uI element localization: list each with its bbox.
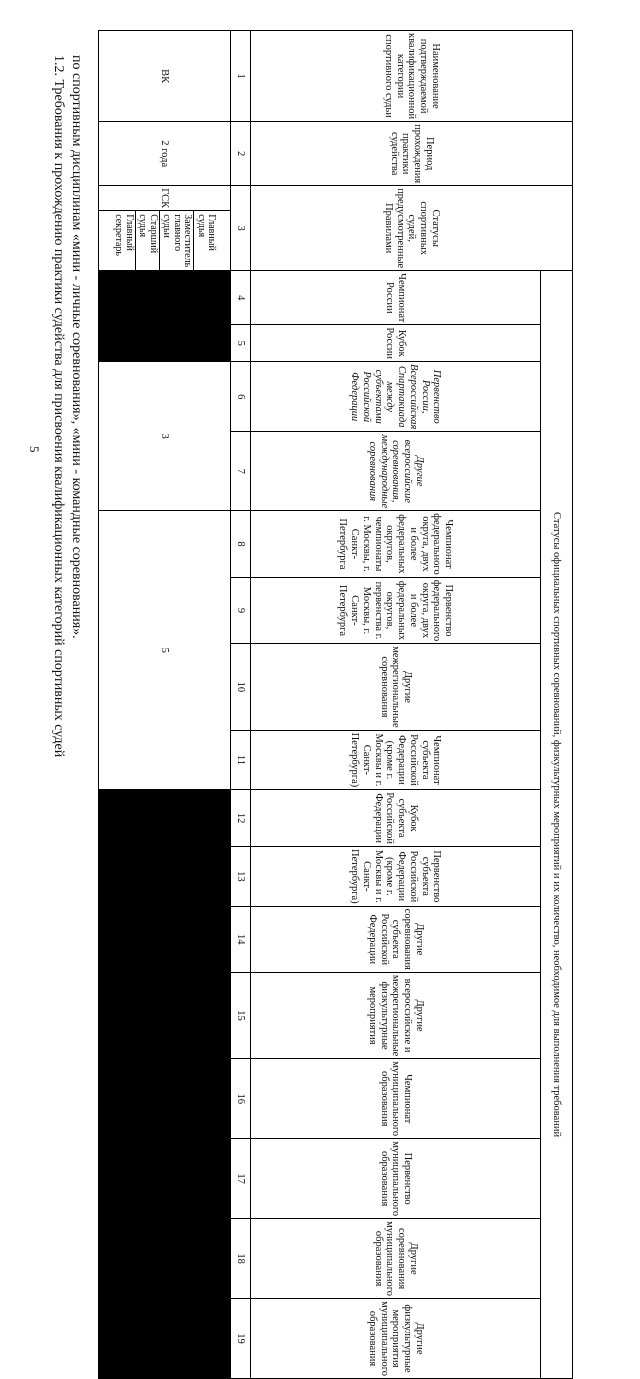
event-col-6: Первенство России, Всероссийская Спартакиада между субъектами Российской Федерации xyxy=(251,362,541,432)
event-col-8: Чемпионат федерального округа, двух и более федеральных округов, чемпионаты г. Москвы, г. Санкт-Петербурга xyxy=(251,511,541,578)
col-number-7: 7 xyxy=(231,432,251,511)
col-number-1: 1 xyxy=(231,31,251,122)
event-col-14: Другие соревнования субъекта Российской Федерации xyxy=(251,906,541,972)
col-number-5: 5 xyxy=(231,325,251,362)
header-statuses: Статусы спортивных судей, предусмотренные Правилами xyxy=(251,186,573,271)
col-number-8: 8 xyxy=(231,511,251,578)
col-number-12: 12 xyxy=(231,790,251,847)
col-number-13: 13 xyxy=(231,847,251,907)
col-number-17: 17 xyxy=(231,1139,251,1219)
header-category: Наименование подтверждаемой квалификационной категории спортивного судьи xyxy=(251,31,573,122)
page-number: 5 xyxy=(27,446,42,453)
col-number-18: 18 xyxy=(231,1219,251,1299)
period-value: 2 года xyxy=(99,122,231,186)
header-period: Период прохождения практики судейства xyxy=(251,122,573,186)
value-cols-6-7: 3 xyxy=(99,362,231,511)
black-cell-4 xyxy=(99,271,231,325)
event-col-19: Другие физкультурные мероприятия муниципального образования xyxy=(251,1299,541,1379)
col-number-14: 14 xyxy=(231,906,251,972)
heading-line-1: 1.2. Требования к прохождению практики судейства для присвоения квалификационных категорий спортивных судей xyxy=(51,55,66,758)
col-number-2: 2 xyxy=(231,122,251,186)
heading-line-2: по спортивным дисциплинам «мини - личные соревнования», «мини - командные соревнования». xyxy=(69,55,84,639)
event-col-7: Другие всероссийские соревнования, международные соревнования xyxy=(251,432,541,511)
event-col-5: Кубок России xyxy=(251,325,541,362)
black-cells-12-19 xyxy=(99,790,231,1379)
col-number-11: 11 xyxy=(231,730,251,790)
col-number-6: 6 xyxy=(231,362,251,432)
gsk-roles xyxy=(99,211,231,271)
event-col-9: Первенство федерального округа, двух и более федеральных округов, первенства г. Москвы, г. Санкт-Петербурга xyxy=(251,577,541,644)
event-col-12: Кубок субъекта Российской Федерации xyxy=(251,790,541,847)
event-col-15: Другие всероссийские и межрегиональные физкультурные мероприятия xyxy=(251,972,541,1058)
black-cell-5 xyxy=(99,325,231,362)
col-number-10: 10 xyxy=(231,644,251,730)
col-number-19: 19 xyxy=(231,1299,251,1379)
event-col-11: Чемпионат субъекта Российской Федерации (кроме г. Москвы и г. Санкт-Петербурга) xyxy=(251,730,541,790)
col-number-16: 16 xyxy=(231,1059,251,1139)
role-senior-judge: Старший судья xyxy=(135,211,159,270)
requirements-table xyxy=(98,30,573,1379)
header-events: Статусы официальных спортивных соревнований, физкультурных мероприятий и их количество, необходимое для выполнения требований xyxy=(541,271,573,1379)
role-chief-judge: Главный судья xyxy=(193,211,217,270)
col-number-3: 3 xyxy=(231,186,251,271)
category-value: ВК xyxy=(99,31,231,122)
col-number-15: 15 xyxy=(231,972,251,1058)
event-col-17: Первенство муниципального образования xyxy=(251,1139,541,1219)
event-col-4: Чемпионат России xyxy=(251,271,541,325)
role-deputy-chief-judge: Заместитель главного судьи xyxy=(159,211,194,270)
value-cols-8-11: 5 xyxy=(99,511,231,790)
event-col-10: Другие межрегиональные соревнования xyxy=(251,644,541,730)
gsk-label: ГСК xyxy=(99,186,231,211)
col-number-9: 9 xyxy=(231,577,251,644)
event-col-18: Другие соревнования муниципального образования xyxy=(251,1219,541,1299)
role-chief-secretary: Главный секретарь xyxy=(113,214,135,256)
col-number-4: 4 xyxy=(231,271,251,325)
event-col-16: Чемпионат муниципального образования xyxy=(251,1059,541,1139)
event-col-13: Первенство субъекта Российской Федерации (кроме г. Москвы и г. Санкт-Петербурга) xyxy=(251,847,541,907)
